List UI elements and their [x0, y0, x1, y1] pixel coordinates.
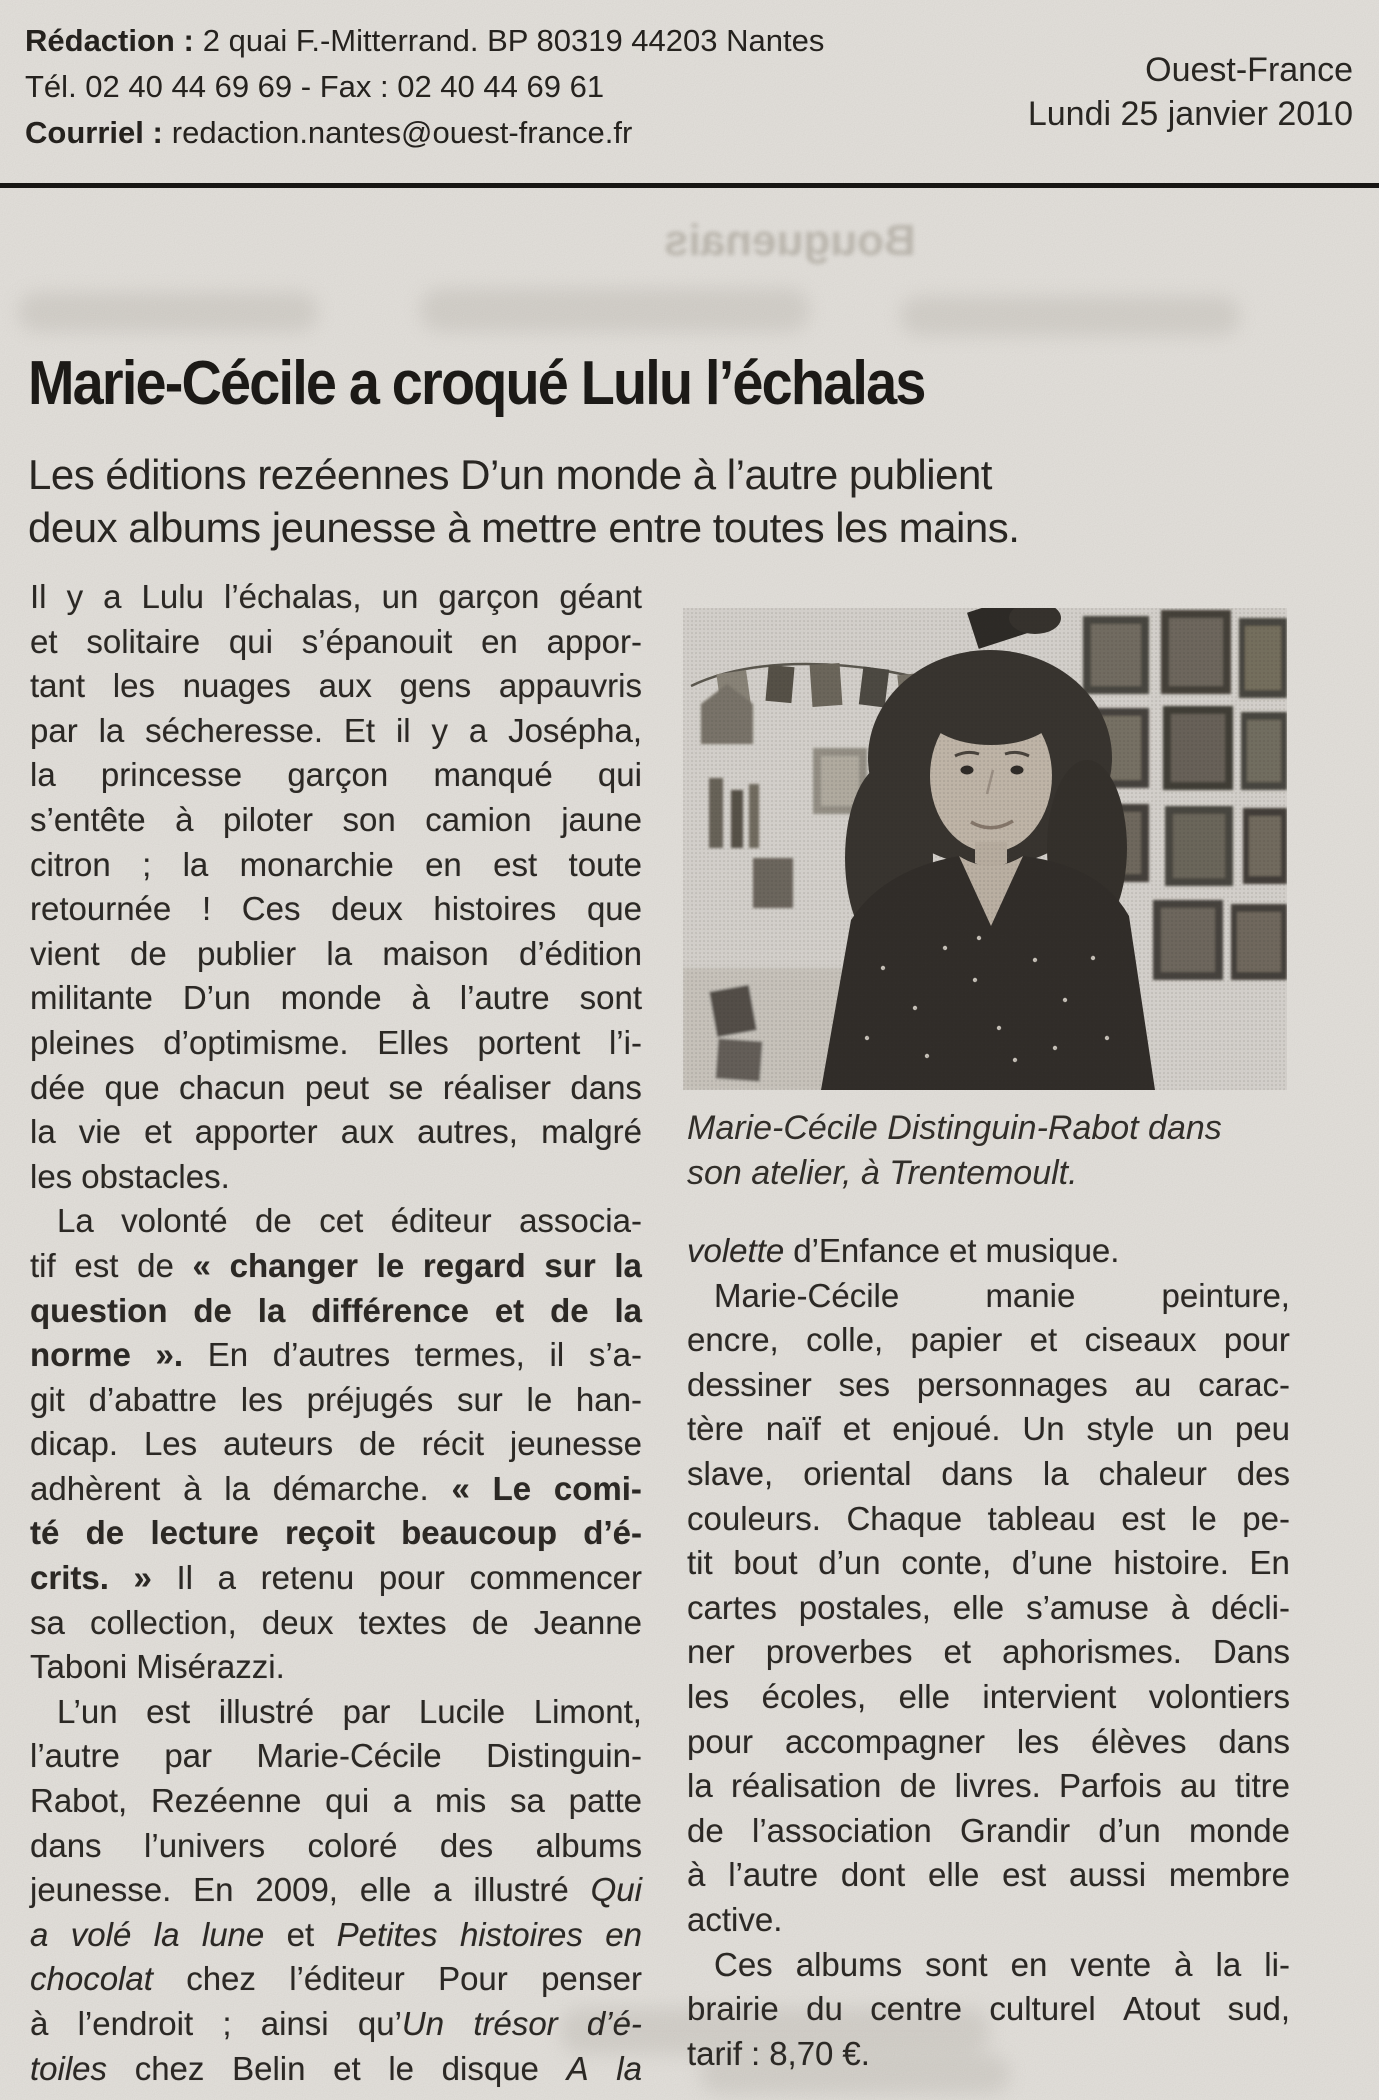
- phone-fax-line: Tél. 02 40 44 69 69 - Fax : 02 40 44 69 61: [25, 69, 605, 104]
- text-line: volette d’Enfance et musique.: [687, 1232, 1120, 1269]
- text-line: la princesse garçon manqué qui: [30, 756, 642, 794]
- text-line: de l’association Grandir d’un monde: [687, 1811, 1290, 1849]
- text-line: Taboni Misérazzi.: [30, 1648, 285, 1686]
- text-line: dicap. Les auteurs de récit jeunesse: [30, 1425, 642, 1463]
- text-line: Ces albums sont en vente à la li-: [714, 1945, 1290, 1983]
- text-line: pleines d’optimisme. Elles portent l’i-: [30, 1023, 642, 1061]
- text-line: toiles chez Belin et le disque A la: [30, 2049, 642, 2087]
- text-line: question de la différence et de la: [30, 1291, 642, 1329]
- text-line: deux albums jeunesse à mettre entre toutes les mains.: [28, 504, 1020, 551]
- text-line: sa collection, deux textes de Jeanne: [30, 1603, 642, 1641]
- text-line: chocolat chez l’éditeur Pour penser: [30, 1960, 642, 1998]
- courriel-label: Courriel :: [25, 115, 163, 150]
- article-subhead: [28, 448, 1148, 554]
- text-line: tère naïf et enjoué. Un style un peu: [687, 1410, 1290, 1448]
- text-line: la réalisation de livres. Parfois au titre: [687, 1767, 1290, 1805]
- email-line: [25, 110, 824, 156]
- text-line: et solitaire qui s’épanouit en appor-: [30, 622, 642, 660]
- text-line: militante D’un monde à l’autre sont: [30, 979, 642, 1017]
- text-line: slave, oriental dans la chaleur des: [687, 1454, 1290, 1492]
- text-line: à l’endroit ; ainsi qu’Un trésor d’é-: [30, 2005, 642, 2042]
- text-line: Il y a Lulu l’échalas, un garçon géant: [30, 578, 642, 615]
- text-line: dans l’univers coloré des albums: [30, 1826, 642, 1864]
- paper-name: Ouest-France: [1145, 51, 1353, 89]
- text-line: citron ; la monarchie en est toute: [30, 845, 642, 883]
- halftone-overlay: [683, 608, 1287, 1090]
- text-line: Marie-Cécile manie peinture,: [714, 1276, 1290, 1314]
- bleed-through-smudge: [900, 296, 1240, 336]
- text-line: tarif : 8,70 €.: [687, 2034, 870, 2072]
- bleed-through-smudge: [420, 288, 810, 332]
- redaction-line: [25, 18, 824, 64]
- text-line: a volé la lune et Petites histoires en: [30, 1915, 642, 1953]
- text-line: pour accompagner les élèves dans: [687, 1722, 1290, 1760]
- text-line: les écoles, elle intervient volontiers: [687, 1677, 1290, 1715]
- portrait-illustration: [683, 608, 1287, 1090]
- redaction-label: Rédaction :: [25, 23, 194, 58]
- text-line: Les éditions rezéennes D’un monde à l’autre publient: [28, 451, 992, 498]
- bleed-through-smudge: [18, 292, 318, 332]
- courriel-address: redaction.nantes@ouest-france.fr: [171, 115, 633, 150]
- text-line: tif est de « changer le regard sur la: [30, 1246, 642, 1284]
- text-line: retournée ! Ces deux histoires que: [30, 890, 642, 928]
- text-line: crits. » Il a retenu pour commencer: [30, 1559, 642, 1597]
- article-left-column: [30, 578, 642, 2094]
- text-line: git d’abattre les préjugés sur le han-: [30, 1380, 642, 1418]
- article-headline: Marie-Cécile a croqué Lulu l’échalas: [28, 349, 925, 418]
- text-line: la vie et apporter aux autres, malgré: [30, 1113, 642, 1151]
- text-line: couleurs. Chaque tableau est le pe-: [687, 1499, 1290, 1537]
- text-line: active.: [687, 1900, 783, 1938]
- text-line: ner proverbes et aphorismes. Dans: [687, 1633, 1290, 1671]
- text-line: à l’autre dont elle est aussi membre: [687, 1856, 1290, 1894]
- text-line: brairie du centre culturel Atout sud,: [687, 1990, 1290, 2028]
- text-line: par la sécheresse. Et il y a Josépha,: [30, 711, 642, 749]
- text-line: cartes postales, elle s’amuse à décli-: [687, 1588, 1290, 1626]
- bleed-through-text: Bouguenais: [664, 216, 916, 265]
- header-divider: [0, 183, 1379, 188]
- text-line: son atelier, à Trentemoult.: [687, 1154, 1078, 1192]
- masthead-edition: [1028, 48, 1353, 136]
- text-line: L’un est illustré par Lucile Limont,: [57, 1692, 642, 1730]
- text-line: tant les nuages aux gens appauvris: [30, 667, 642, 705]
- article-right-column: [687, 1232, 1290, 2079]
- text-line: dessiner ses personnages au carac-: [687, 1365, 1290, 1403]
- text-line: dée que chacun peut se réaliser dans: [30, 1068, 642, 1106]
- text-line: l’autre par Marie-Cécile Distinguin-: [30, 1737, 642, 1775]
- text-line: encre, colle, papier et ciseaux pour: [687, 1321, 1290, 1359]
- text-line: les obstacles.: [30, 1157, 230, 1195]
- issue-date: Lundi 25 janvier 2010: [1027, 95, 1353, 133]
- text-line: s’entête à piloter son camion jaune: [30, 800, 642, 838]
- text-line: adhèrent à la démarche. « Le comi-: [30, 1469, 642, 1507]
- text-line: norme ». En d’autres termes, il s’a-: [30, 1336, 642, 1374]
- text-line: vient de publier la maison d’édition: [30, 934, 642, 972]
- redaction-address: 2 quai F.-Mitterrand. BP 80319 44203 Nantes: [202, 23, 825, 58]
- text-line: Rabot, Rezéenne qui a mis sa patte: [30, 1782, 642, 1820]
- text-line: Marie-Cécile Distinguin-Rabot dans: [687, 1109, 1222, 1147]
- masthead-contact: [25, 18, 824, 156]
- text-line: La volonté de cet éditeur associa-: [57, 1202, 642, 1240]
- text-line: tit bout d’un conte, d’une histoire. En: [687, 1544, 1290, 1582]
- photo-caption: [687, 1106, 1307, 1196]
- text-line: té de lecture reçoit beaucoup d’é-: [30, 1514, 642, 1552]
- text-line: jeunesse. En 2009, elle a illustré Qui: [30, 1871, 642, 1909]
- article-photo: [683, 608, 1287, 1090]
